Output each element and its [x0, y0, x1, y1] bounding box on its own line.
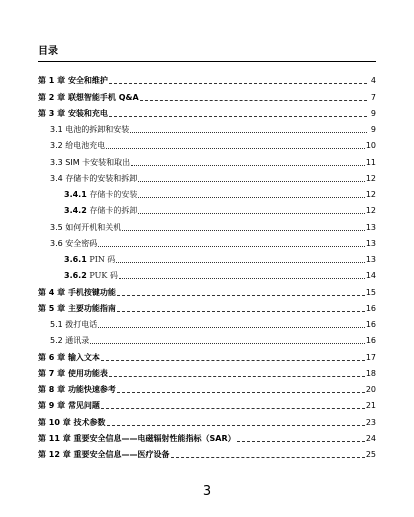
toc-entry-number: 第 12 章 [38, 450, 71, 459]
toc-entry[interactable] [38, 363, 376, 379]
toc-entry-title: 如何开机和关机 [65, 222, 122, 232]
toc-entry-page: 18 [365, 368, 376, 378]
toc-entry-page: 11 [365, 157, 376, 167]
toc-entry-title: PUK 码 [89, 271, 118, 281]
toc-leader-dots [171, 457, 365, 458]
toc-entry-title: 功能快速参考 [67, 385, 116, 394]
toc-entry-page: 25 [365, 450, 376, 459]
toc-entry[interactable] [38, 86, 376, 102]
toc-leader-dots [138, 197, 364, 198]
toc-leader-dots [117, 392, 365, 393]
toc-entry-page: 16 [365, 336, 376, 346]
toc-entry-page: 7 [370, 92, 376, 102]
toc-entry-page: 12 [365, 206, 376, 216]
toc-entry-title: 电池的拆卸和安装 [65, 125, 130, 134]
toc-entry-title: 手机按键功能 [67, 287, 116, 297]
toc-entry-title: 常见问题 [67, 401, 100, 411]
toc-entry-label [38, 223, 121, 233]
toc-entry-label [38, 304, 116, 314]
toc-leader-dots [109, 376, 365, 377]
toc-entry-title: SIM 卡安装和取出 [65, 157, 131, 167]
toc-entry-page: 9 [370, 108, 376, 118]
toc-leader-dots [237, 441, 365, 442]
toc-entry-title: 存储卡的拆卸 [89, 206, 138, 216]
toc-entry-label [38, 255, 115, 265]
toc-entry[interactable] [38, 346, 376, 362]
toc-entry-number: 第 3 章 [38, 108, 66, 118]
title-divider [38, 61, 376, 62]
toc-entry-title: 重要安全信息——电磁辐射性能指标（SAR） [73, 433, 236, 443]
toc-entry-title: 存储卡的安装 [89, 190, 138, 199]
toc-entry-label [38, 271, 118, 281]
toc-entry-number: 3.4.2 [64, 206, 87, 216]
toc-entry[interactable] [38, 135, 376, 151]
toc-entry-label [38, 141, 105, 151]
toc-leader-dots [101, 360, 365, 361]
toc-entry-page: 10 [365, 141, 376, 151]
toc-entry-number: 第 5 章 [38, 303, 66, 313]
toc-entry-number: 3.4.1 [64, 190, 87, 199]
toc-entry[interactable] [38, 119, 376, 135]
toc-leader-dots [117, 311, 365, 312]
toc-entry-title: 安全和维护 [67, 76, 108, 86]
toc-entry[interactable] [38, 428, 376, 444]
toc-leader-dots [130, 132, 367, 133]
toc-entry-number: 第 2 章 [38, 92, 66, 102]
page-number: 3 [202, 484, 212, 499]
toc-entry-title: 重要安全信息——医疗设备 [73, 450, 170, 459]
toc-leader-dots [101, 408, 365, 409]
toc-entry-number: 第 4 章 [38, 287, 66, 297]
toc-entry-title: 安装和充电 [67, 108, 108, 118]
toc-entry-label [38, 109, 108, 119]
toc-entry[interactable] [38, 168, 376, 184]
toc-entry[interactable] [38, 298, 376, 314]
toc-entry-label [38, 353, 100, 363]
toc-entry-label [38, 239, 97, 249]
toc-leader-dots [107, 425, 365, 426]
toc-entry-page: 13 [365, 222, 376, 232]
toc-entry-number: 3.6.1 [64, 255, 87, 264]
toc-leader-dots [109, 83, 367, 84]
toc-entry-number: 第 7 章 [38, 368, 66, 378]
toc-entry[interactable] [38, 330, 376, 346]
toc-leader-dots [109, 116, 367, 117]
toc-leader-dots [122, 230, 365, 231]
toc-leader-dots [98, 246, 365, 247]
toc-entry-number: 5.2 [50, 336, 63, 346]
toc-entry-label [38, 206, 137, 216]
toc-entry-page: 20 [365, 385, 376, 394]
toc-entry-number: 3.4 [50, 173, 63, 183]
toc-entry-page: 16 [365, 320, 376, 329]
toc-entry-page: 12 [365, 190, 376, 199]
toc-entry[interactable] [38, 395, 376, 411]
toc-entry-title: 安全密码 [65, 238, 98, 248]
toc-entry[interactable] [38, 70, 376, 86]
toc-leader-dots [138, 213, 364, 214]
toc-entry-label [38, 76, 108, 86]
toc-entry[interactable] [38, 216, 376, 232]
toc-leader-dots [116, 262, 364, 263]
toc-entry-title: PIN 码 [89, 255, 116, 264]
toc-entry-label [38, 190, 137, 200]
toc-entry-page: 15 [365, 287, 376, 297]
toc-entry-title: 给电池充电 [65, 141, 106, 151]
toc-entry-number: 5.1 [50, 320, 63, 329]
toc-entry-number: 第 10 章 [38, 417, 71, 427]
toc-entry-title: 技术参数 [73, 417, 106, 427]
toc-leader-dots [131, 165, 365, 166]
toc-entry-page: 21 [365, 401, 376, 411]
toc-entry-number: 3.1 [50, 125, 63, 134]
toc-entry-label [38, 369, 108, 379]
toc-entry-title: 存储卡的安装和拆卸 [65, 173, 138, 183]
toc-entry[interactable] [38, 411, 376, 427]
toc-entry-page: 13 [365, 238, 376, 248]
toc-entry-label [38, 336, 89, 346]
toc-leader-dots [117, 295, 365, 296]
toc-entry-label [38, 434, 236, 444]
toc-entry[interactable] [38, 379, 376, 395]
toc-entry-number: 3.2 [50, 141, 63, 151]
toc-entry[interactable] [38, 151, 376, 167]
toc-entry-title: 主要功能指南 [67, 303, 116, 313]
toc-entry-page: 12 [365, 173, 376, 183]
toc-entry-page: 4 [370, 76, 376, 86]
toc-entry-page: 9 [370, 125, 376, 134]
toc-entry-title: 使用功能表 [67, 368, 108, 378]
page-title: 目录 [38, 46, 58, 57]
toc-entry-title: 输入文本 [67, 352, 100, 362]
toc-entry-label [38, 385, 116, 395]
toc-entry[interactable] [38, 265, 376, 281]
toc-entry-label [38, 288, 116, 298]
toc-entry[interactable] [38, 249, 376, 265]
toc-entry-number: 3.5 [50, 222, 63, 232]
toc-entry[interactable] [38, 184, 376, 200]
toc-entry-page: 13 [365, 255, 376, 264]
toc-entry-number: 第 9 章 [38, 401, 66, 411]
toc-entry-label [38, 401, 100, 411]
toc-leader-dots [106, 148, 365, 149]
toc-entry[interactable] [38, 281, 376, 297]
toc-entry-page: 17 [365, 352, 376, 362]
toc-entry-page: 24 [365, 433, 376, 443]
toc-entry-number: 3.6.2 [64, 271, 87, 281]
toc-leader-dots [140, 100, 367, 101]
toc-entry-number: 第 11 章 [38, 433, 71, 443]
toc-entry-number: 第 1 章 [38, 76, 66, 86]
toc-entry-label [38, 158, 130, 168]
toc-entry-title: 拨打电话 [65, 320, 98, 329]
toc-entry-title: 联想智能手机 Q&A [67, 92, 139, 102]
toc-entry-number: 第 8 章 [38, 385, 66, 394]
toc-entry-number: 3.6 [50, 238, 63, 248]
toc-entry-label [38, 174, 137, 184]
toc-leader-dots [138, 181, 365, 182]
toc-entry-label [38, 93, 139, 103]
toc-leader-dots [119, 278, 365, 279]
toc-leader-dots [98, 327, 365, 328]
toc-entry-page: 16 [365, 303, 376, 313]
toc-entry-title: 通讯录 [65, 336, 90, 346]
toc-entry-label [38, 418, 106, 428]
table-of-contents [38, 70, 376, 460]
toc-entry-page: 23 [365, 417, 376, 427]
toc-entry-number: 3.3 [50, 157, 63, 167]
toc-entry[interactable] [38, 103, 376, 119]
toc-entry-label [38, 450, 170, 460]
toc-entry[interactable] [38, 444, 376, 460]
toc-entry-page: 14 [365, 271, 376, 281]
toc-entry-label [38, 125, 129, 135]
toc-entry[interactable] [38, 314, 376, 330]
toc-entry[interactable] [38, 233, 376, 249]
toc-entry-number: 第 6 章 [38, 352, 66, 362]
toc-entry-label [38, 320, 97, 330]
toc-leader-dots [90, 343, 365, 344]
toc-entry[interactable] [38, 200, 376, 216]
